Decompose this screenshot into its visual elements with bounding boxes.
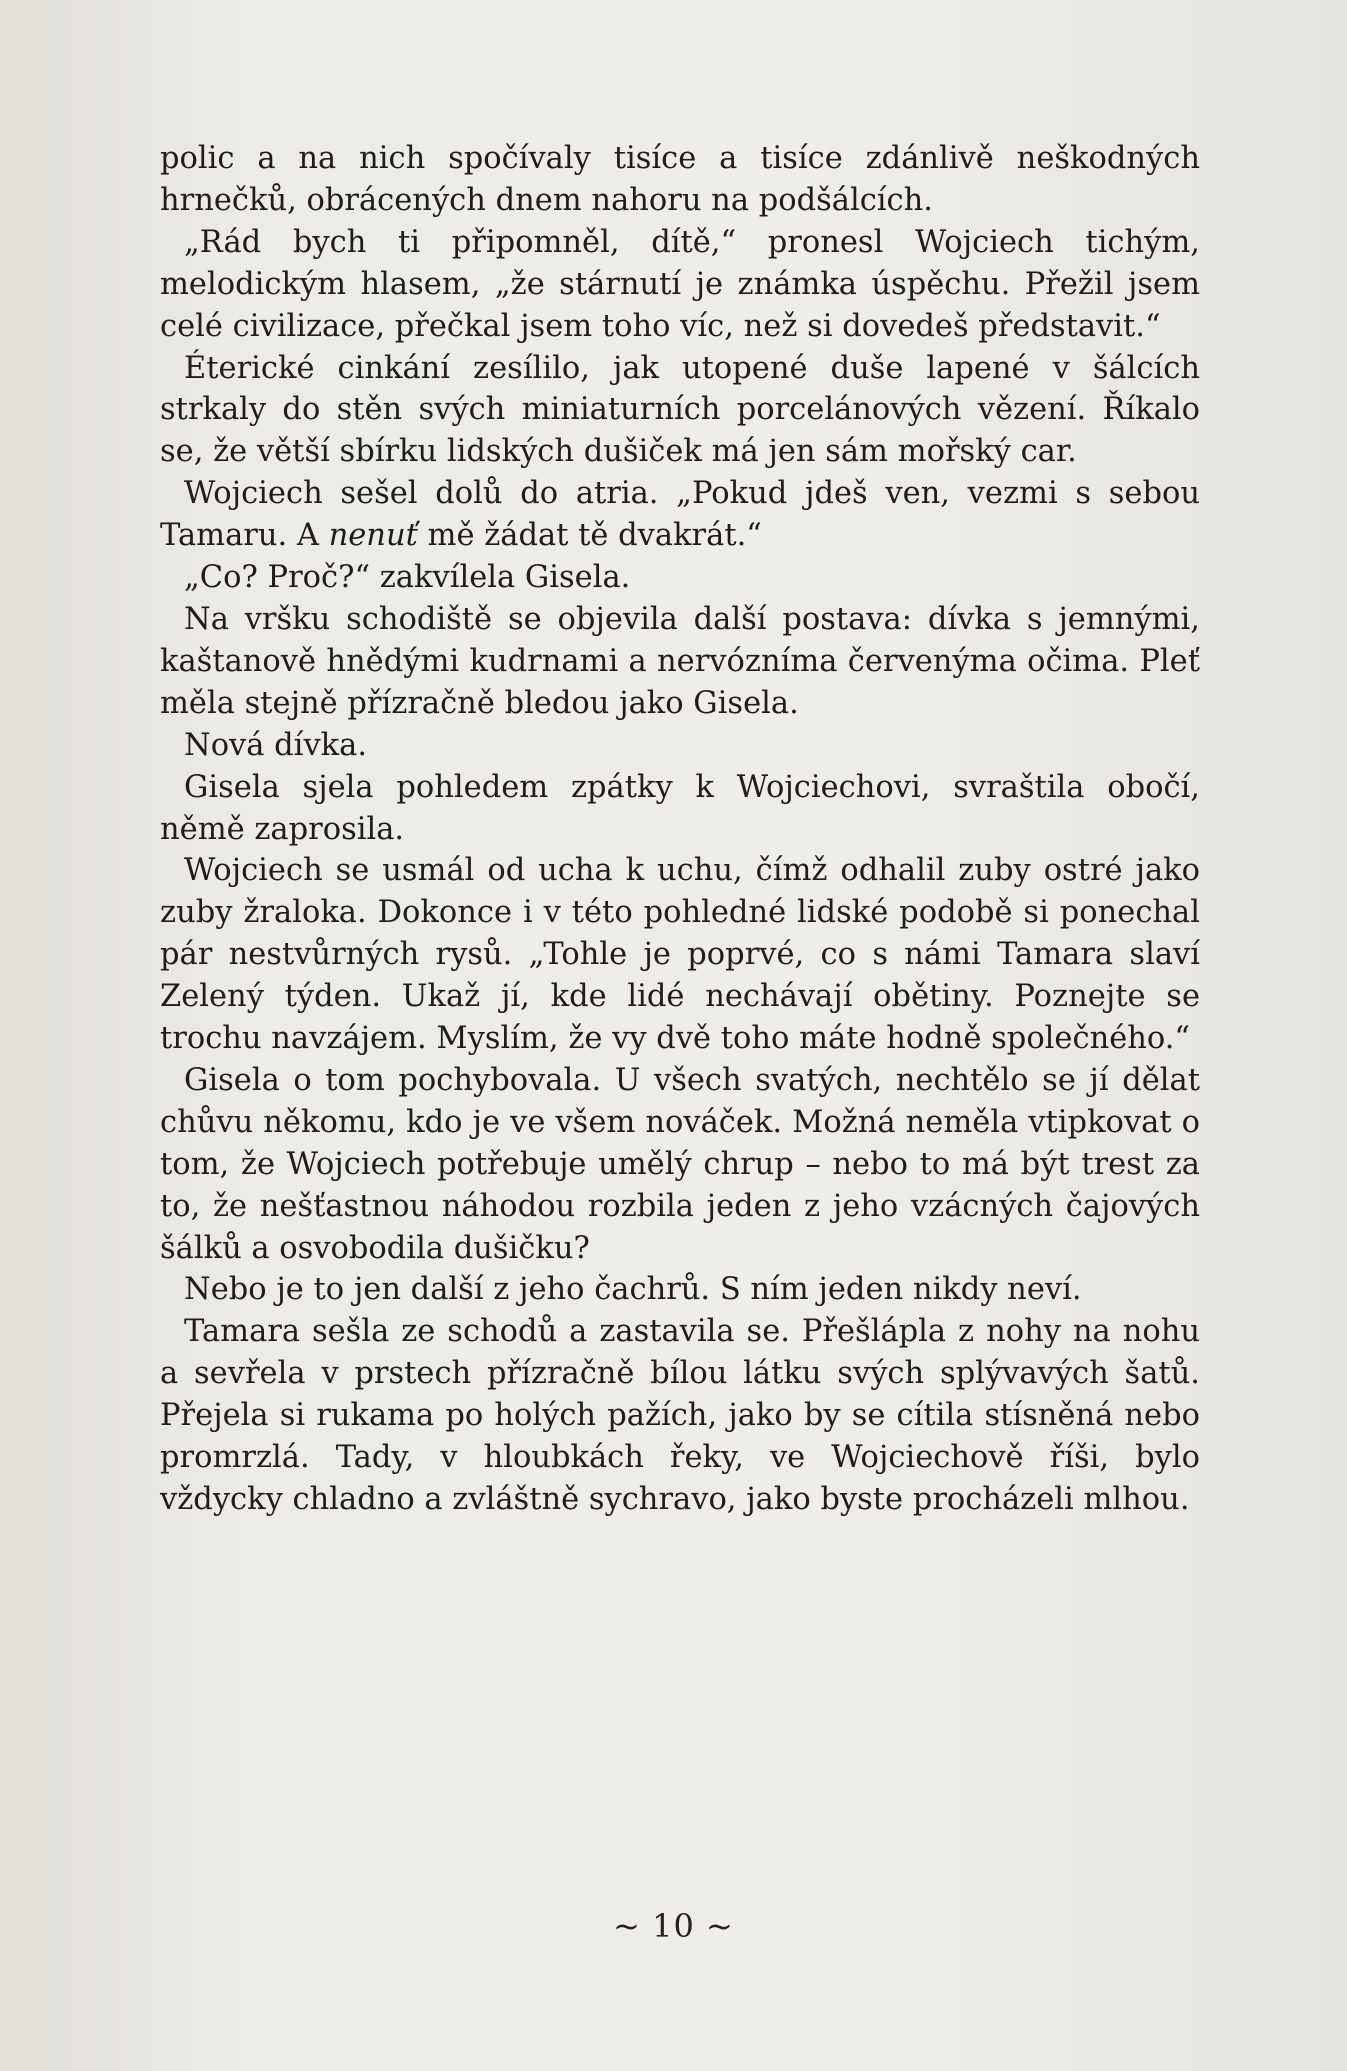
paragraph-10: Gisela o tom pochybovala. U všech svatých, nechtělo se jí dělat chůvu někomu, kdo je ve všem nováček. Možná neměla vtipkovat o tom, že Wojciech potřebuje umělý chrup – nebo to má být trest za to, že nešťastnou náhodou rozbila jeden z jeho vzácných čajových šálků a osvobodila dušičku? [160,1062,1200,1266]
paragraph-1: polic a na nich spočívaly tisíce a tisíce zdánlivě neškodných hrnečků, obrácených dnem nahoru na podšálcích. [160,141,1200,218]
paragraph-6: Na vršku schodiště se objevila další postava: dívka s jemnými, kaštanově hnědými kudrnami a nervózníma červenýma očima. Pleť měla stejně přízračně bledou jako Gisela. [160,601,1200,721]
paragraph-5: „Co? Proč?“ zakvílela Gisela. [184,560,631,596]
emphasis-nenut: nenuť [328,518,418,554]
paragraph-2: „Rád bych ti připomněl, dítě,“ pronesl Wojciech tichým, melodickým hlasem, „že stárnutí je známka úspěchu. Přežil jsem celé civilizace, přečkal jsem toho víc, než si dovedeš představit.“ [160,224,1200,344]
paragraph-4-before: Wojciech sešel dolů do atria. „Pokud jdeš ven, vezmi s sebou Tamaru. A [160,476,1200,554]
paragraph-3: Éterické cinkání zesílilo, jak utopené duše lapené v šálcích strkaly do stěn svých miniaturních porcelánových vězení. Říkalo se, že větší sbírku lidských dušiček má jen sám mořský car. [160,350,1200,470]
paragraph-12: Tamara sešla ze schodů a zastavila se. Přešlápla z nohy na nohu a sevřela v prstech přízračně bílou látku svých splývavých šatů. Přejela si rukama po holých pažích, jako by se cítila stísněná nebo promrzlá. Tady, v hloubkách řeky, ve Wojciechově říši, bylo vždycky chladno a zvláštně sychravo, jako byste procházeli mlhou. [160,1314,1200,1517]
page-number: ~ 10 ~ [613,1907,734,1945]
paragraph-4-after: mě žádat tě dvakrát.“ [417,518,762,554]
paragraph-4 [160,473,1200,557]
paragraph-8: Gisela sjela pohledem zpátky k Wojciechovi, svraštila obočí, němě zaprosila. [160,769,1200,847]
page-text [160,138,1200,1521]
paragraph-9: Wojciech se usmál od ucha k uchu, čímž odhalil zuby ostré jako zuby žraloka. Dokonce i v této pohledné lidské podobě si ponechal pár nestvůrných rysů. „Tohle je poprvé, co s námi Tamara slaví Zelený týden. Ukaž jí, kde lidé nechávají obětiny. Poznejte se trochu navzájem. Myslím, že vy dvě toho máte hodně společného.“ [160,853,1200,1057]
paragraph-7: Nová dívka. [184,727,368,763]
paragraph-11: Nebo je to jen další z jeho čachrů. S ním jeden nikdy neví. [184,1272,1082,1308]
